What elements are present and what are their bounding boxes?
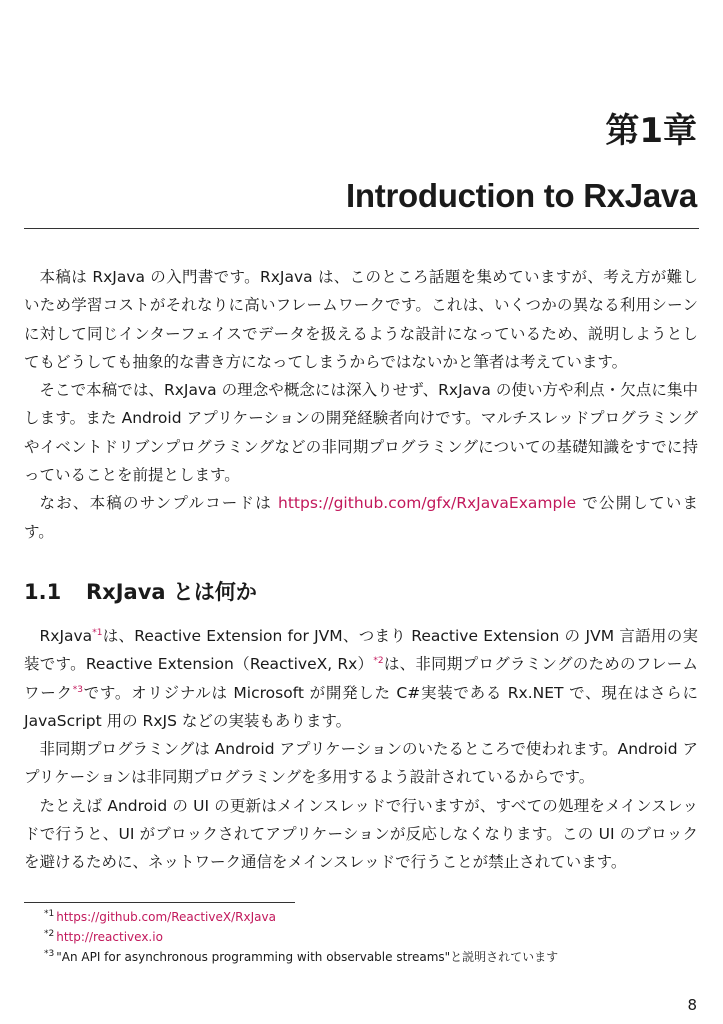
footnote-1 bbox=[44, 907, 704, 927]
sample-code-link[interactable]: https://github.com/gfx/RxJavaExample bbox=[278, 494, 577, 513]
section-p1-a: RxJava bbox=[39, 627, 93, 645]
section-paragraph-2: 非同期プログラミングは Android アプリケーションのいたるところで使われます。Android アプリケーションは非同期プログラミングを多用するよう設計されているからです。 bbox=[24, 740, 698, 787]
footnote-ref-1[interactable]: *1 bbox=[92, 627, 103, 638]
intro-paragraph-3 bbox=[24, 489, 698, 546]
chapter-number: 第1章 bbox=[605, 111, 697, 151]
section-title: RxJava とは何か bbox=[86, 580, 257, 604]
footnote-1-link[interactable]: https://github.com/ReactiveX/RxJava bbox=[56, 910, 276, 924]
intro-p3-text-before: なお、本稿のサンプルコードは bbox=[39, 494, 279, 513]
footnote-2-mark: *2 bbox=[44, 929, 55, 939]
section-p1-d: です。オリジナルは Microsoft が開発した C#実装である Rx.NET で、現在はさらに JavaScript 用の RxJS などの実装もあります。 bbox=[24, 683, 698, 730]
section-p1-c: は、非同期プログラミングのためのフレームワーク bbox=[24, 655, 698, 702]
footnote-2 bbox=[44, 927, 704, 947]
section-paragraph-3: たとえば Android の UI の更新はメインスレッドで行いますが、すべての処理をメインスレッドで行うと、UI がブロックされてアプリケーションが反応しなくなります。この UI のブロックを避けるために、ネットワーク通信をメインスレッドで行うことが禁止されています。 bbox=[24, 796, 698, 872]
chapter-title: Introduction to RxJava bbox=[346, 177, 697, 214]
footnote-3-text: "An API for asynchronous programming with observable streams"と説明されています bbox=[56, 950, 559, 964]
footnotes bbox=[44, 907, 704, 967]
section-body bbox=[24, 622, 698, 877]
footnote-ref-2[interactable]: *2 bbox=[373, 656, 384, 667]
section-paragraph-1 bbox=[24, 622, 698, 735]
footnote-divider bbox=[24, 902, 295, 903]
page-number: 8 bbox=[687, 996, 697, 1014]
footnote-3-mark: *3 bbox=[44, 949, 55, 959]
footnote-ref-3[interactable]: *3 bbox=[72, 684, 83, 695]
chapter-divider bbox=[24, 228, 699, 229]
intro-p3-text-after: で公開しています。 bbox=[24, 494, 698, 541]
section-number: 1.1 bbox=[24, 580, 62, 604]
intro-paragraph-2: そこで本稿では、RxJava の理念や概念には深入りせず、RxJava の使い方や利点・欠点に集中します。また Android アプリケーションの開発経験者向けです。マルチスレッドプログラミングやイベントドリブンプログラミングなどの非同期プログラミングについての基礎知識をすでに持っていることを前提とします。 bbox=[24, 381, 698, 485]
intro-paragraph-1: 本稿は RxJava の入門書です。RxJava は、このところ話題を集めていますが、考え方が難しいため学習コストがそれなりに高いフレームワークです。これは、いくつかの異なる利用シーンに対して同じインターフェイスでデータを扱えるような設計になっているため、説明しようとしてもどうしても抽象的な書き方になってしまうからではないかと筆者は考えています。 bbox=[24, 268, 698, 371]
footnote-2-link[interactable]: http://reactivex.io bbox=[56, 930, 163, 944]
footnote-3 bbox=[44, 947, 704, 967]
section-p1-b: は、Reactive Extension for JVM、つまり Reactive Extension の JVM 言語用の実装です。Reactive Extension（ReactiveX, Rx） bbox=[24, 627, 698, 674]
footnote-1-mark: *1 bbox=[44, 909, 55, 919]
intro-section bbox=[24, 263, 698, 546]
section-heading bbox=[24, 578, 257, 606]
